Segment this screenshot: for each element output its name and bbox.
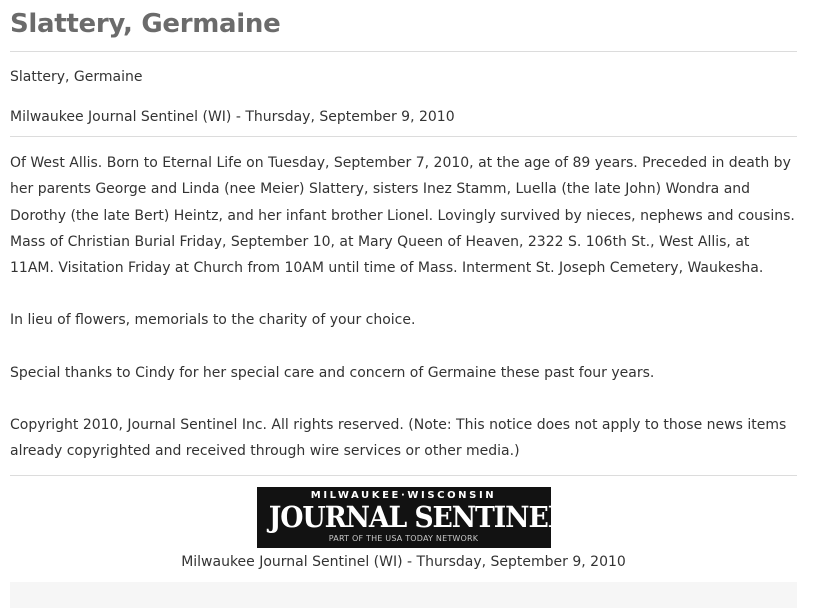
divider [10,136,797,137]
logo-location-text: MILWAUKEE·WISCONSIN [310,489,497,501]
obituary-paragraph: Of West Allis. Born to Eternal Life on Tuesday, September 7, 2010, at the age of 89 years. Preceded in death by her parents George and Linda (nee Meier) Slattery, sisters Inez Stamm, Luella (the late John) Wondra and Dorothy (the late Bert) Heintz, and her infant brother Lionel. Lovingly survived by nieces, nephews and cousins. Mass of Christian Burial Friday, September 10, at Mary Queen of Heaven, 2322 S. 106th St., West Allis, at 11AM. Visitation Friday at Church from 10AM until time of Mass. Interment St. Joseph Cemetery, Waukesha. [10,155,795,277]
copyright-notice: Copyright 2010, Journal Sentinel Inc. All rights reserved. (Note: This notice does not apply to those news items already copyrighted and received through wire services or other media.) [10,417,787,460]
journal-sentinel-logo [257,487,565,548]
bottom-panel [10,582,797,608]
obituary-text [10,150,797,465]
obituary-page [10,0,797,571]
obituary-name: Slattery, Germaine [10,69,143,85]
footer-publication-source: Milwaukee Journal Sentinel (WI) - Thursday, September 9, 2010 [181,553,626,570]
obituary-paragraph: In lieu of flowers, memorials to the charity of your choice. [10,312,416,329]
logo-tagline-text: PART OF THE USA TODAY NETWORK [328,533,479,543]
divider [10,51,797,52]
divider [10,475,797,476]
logo-name-text: JOURNAL SENTINEL [268,499,565,534]
publication-source: Milwaukee Journal Sentinel (WI) - Thursday, September 9, 2010 [10,109,455,125]
page-title: Slattery, Germaine [10,9,281,39]
publication-footer [10,487,797,571]
obituary-paragraph: Special thanks to Cindy for her special care and concern of Germaine these past four years. [10,364,655,381]
